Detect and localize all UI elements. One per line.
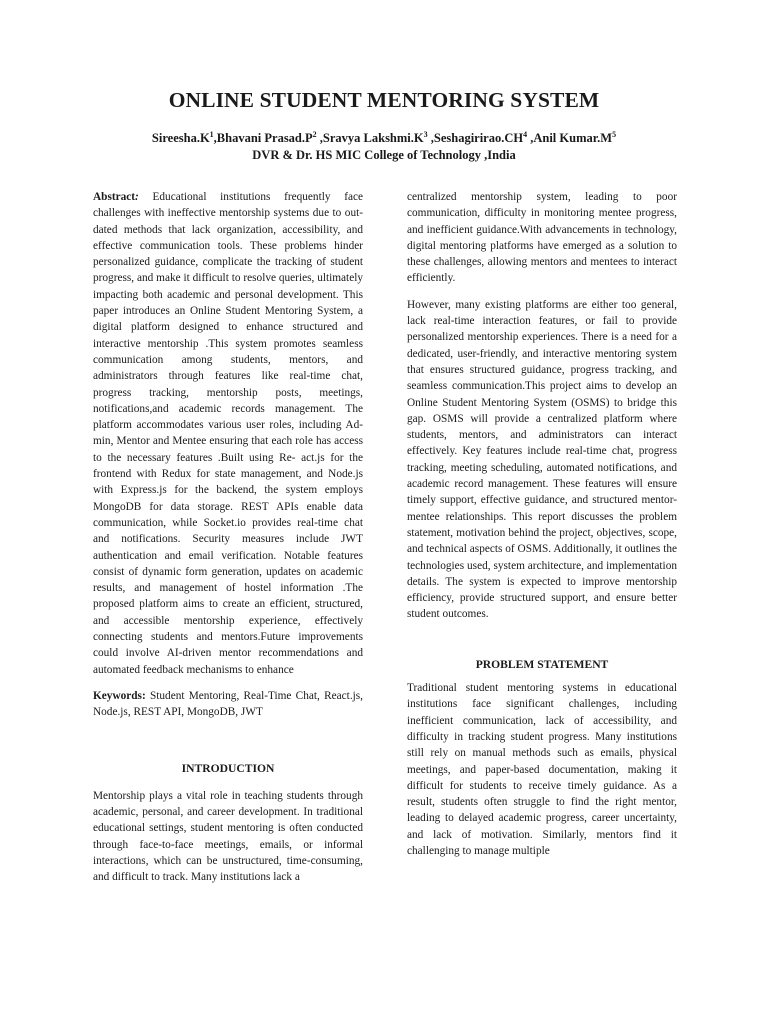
problem-statement-paragraph: Traditional student mentoring systems in educational institutions face significant challenges, including inefficient communication, lack of accessibility, and difficulty in tracking student progress. Many institutions still rely on manual methods such as emails, physical meetings, and paper-based documentation, making it difficult for students to receive timely guidance. As a result, students often struggle to find the right mentor, leading to delayed academic progress, career uncertainty, and lack of motivation. Similarly, mentors find it challenging to manage multiple [407, 682, 677, 857]
author-1: $Sireesha.K^1$ [151, 129, 214, 145]
abstract-label: Abstract: [93, 191, 139, 203]
author-4: $,Seshagirirao.CH^4$ [427, 129, 528, 145]
right-column [407, 189, 677, 869]
introduction-heading: INTRODUCTION [181, 761, 275, 775]
abstract-text: Educational institutions frequently face challenges with ineffective mentorship systems due to out- dated methods that lack organization, accessibility, and effective communication tools. These problems hinder personalized guidance, complicate the tracking of student progress, and make it difficult to resolve queries, ultimately impacting both academic and personal development. This paper introduces an Online Student Mentoring System, a digital platform designed to enhance structured and interactive mentorship .This system promotes seamless communication among students, mentors, and administrators through features like real-time chat, progress tracking, mentorship posts, meetings, notifications,and academic records management. The platform accommodates various user roles, including Ad- min, Mentor and Mentee ensuring that each role has access to the necessary features .Built using Re- act.js for the frontend with Redux for state management, and Node.js with Express.js for the backend, the system employs MongoDB for data storage. REST APIs enable data communication, while Socket.io provides real-time chat and notifications. Security measures include JWT authentication and email verification. Notable features consist of dynamic form generation, updates on academic results, and management of hostel information .The proposed platform aims to create an efficient, structured, and accessible mentorship experience, effectively connecting students and mentors.Future improvements could involve AI-driven mentor recommendations and automated feedback mechanisms to enhance [93, 191, 363, 676]
problem-statement-heading: PROBLEM STATEMENT [475, 657, 609, 671]
affiliation: DVR & Dr. HS MIC College of Technology ,India [252, 148, 516, 162]
introduction-continued-paragraph: centralized mentorship system, leading to poor communication, difficulty in monitoring mentee progress, and inefficient guidance.With advancements in technology, digital mentoring platforms have emerged as a solution to these challenges, allowing mentors and mentees to interact efficiently. [407, 191, 677, 285]
author-3: ,Sravya $Lakshmi.K^3$ [316, 129, 428, 145]
author-list [0, 130, 768, 147]
keywords-text: Student Mentoring, Real-Time Chat, React.js, Node.js, REST API, MongoDB, JWT [93, 689, 363, 719]
introduction-paragraph: Mentorship plays a vital role in teaching students through academic, personal, and career development. In traditional educational settings, student mentoring is often conducted through face-to-face meetings, emails, or informal interactions, which can be unstructured, time-consuming, and difficult to track. Many institutions lack a [93, 789, 363, 884]
abstract-paragraph [93, 189, 363, 678]
author-5: ,Anil $Kumar.M^5$ [527, 129, 617, 145]
left-column [93, 189, 363, 896]
keywords-paragraph [93, 688, 363, 721]
paper-title: ONLINE STUDENT MENTORING SYSTEM [168, 88, 600, 112]
author-2: ,Bhavani $Prasad.P^2$ [213, 129, 317, 145]
keywords-label: Keywords: [93, 689, 146, 702]
introduction-paragraph-2: However, many existing platforms are either too general, lack real-time interaction features, or fail to provide personalized mentorship experiences. There is a need for a dedicated, user-friendly, and interactive mentoring system that ensures structured guidance, progress tracking, and seamless communication.This project aims to develop an Online Student Mentoring System (OSMS) to bridge this gap. OSMS will provide a centralized platform where students, mentors, and administrators can interact effectively. Key features include real-time chat, progress tracking, meeting scheduling, automated notifications, and academic record management. These features will ensure timely support, effective guidance, and structured mentor-mentee relationships. This report discusses the problem statement, motivation behind the project, objectives, scope, and technical aspects of OSMS. Additionally, it outlines the technologies used, system architecture, and implementation details. The system is expected to improve mentorship efficiency, provide structured support, and ensure better student outcomes. [407, 298, 677, 621]
